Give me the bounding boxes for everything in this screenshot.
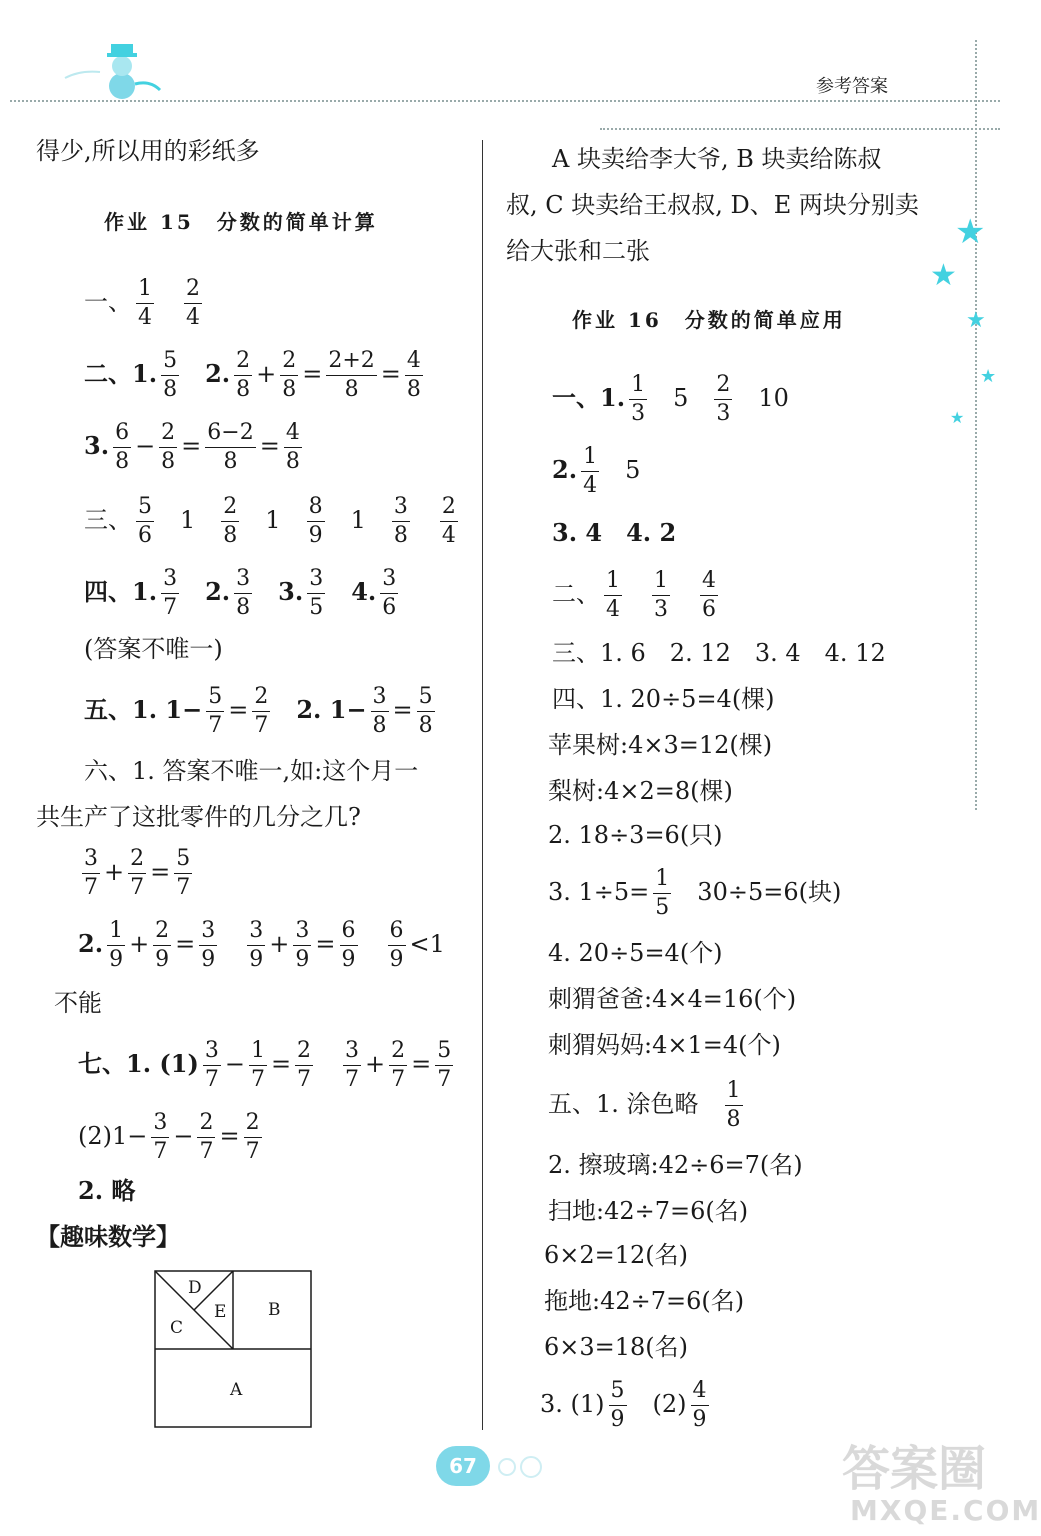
left-s3: 3. $\frac{6}{8}$ − $\frac{2}{8}$ = $\frac{6-2}{8}$ = $\frac{4}{8}$ xyxy=(84,420,300,474)
left-s11: 七、1. (1) $\frac{3}{7}$ − $\frac{1}{7}$ = $\frac{2}{7}$ $\frac{3}{7}$ + $\frac{2}{7}$ = $\frac{5}{7}$ xyxy=(78,1038,452,1092)
left-s9: 2. $\frac{1}{9}$ + $\frac{2}{9}$ = $\frac{3}{9}$ $\frac{3}{9}$ + $\frac{3}{9}$ = $\frac{6}{9}$ $\frac{6}{9}$ <1 xyxy=(78,918,445,972)
header-rule xyxy=(10,100,1000,102)
left-s1: 一、 $\frac{1}{4}$ $\frac{2}{4}$ xyxy=(84,276,200,330)
right-a7: 苹果树:4×3=12(棵) xyxy=(548,731,773,759)
right-a19: 6×3=18(名) xyxy=(544,1333,689,1361)
fun-math-diagram xyxy=(154,1270,312,1428)
decor-ring xyxy=(498,1458,516,1476)
star-icon: ★ xyxy=(955,212,986,252)
header-title: 参考答案 xyxy=(816,76,888,97)
diagram-label-d: D xyxy=(188,1278,202,1298)
right-line-1: A 块卖给李大爷, B 块卖给陈叔 xyxy=(552,145,882,173)
left-s7b: 共生产了这批零件的几分之几? xyxy=(36,803,361,831)
watermark-logo: 答案圈 xyxy=(842,1441,987,1497)
header-rule-2 xyxy=(600,128,1000,130)
left-s4: 三、 $\frac{5}{6}$ 1 $\frac{2}{8}$ 1 $\frac{8}{9}$ 1 $\frac{3}{8}$ $\frac{2}{4}$ xyxy=(84,494,456,548)
right-a13: 刺猬妈妈:4×1=4(个) xyxy=(548,1031,781,1059)
column-divider xyxy=(482,140,483,1430)
diagram-label-a: A xyxy=(230,1380,243,1400)
left-s5: 四、1. $\frac{3}{7}$ 2. $\frac{3}{8}$ 3. $\frac{3}{5}$ 4. $\frac{3}{6}$ xyxy=(84,566,397,620)
star-icon: ★ xyxy=(950,408,965,427)
right-margin-rule xyxy=(975,40,977,810)
right-a11: 4. 20÷5=4(个) xyxy=(548,939,723,967)
right-a2: 2. $\frac{1}{4}$ 5 xyxy=(552,444,641,498)
right-a18: 拖地:42÷7=6(名) xyxy=(544,1287,745,1315)
right-a16: 扫地:42÷7=6(名) xyxy=(548,1197,749,1225)
right-a15: 2. 擦玻璃:42÷6=7(名) xyxy=(548,1151,803,1179)
left-s12: (2)1− $\frac{3}{7}$ − $\frac{2}{7}$ = $\frac{2}{7}$ xyxy=(78,1110,260,1164)
decor-ring xyxy=(520,1456,542,1478)
header-logo xyxy=(10,30,170,100)
left-s10: 不能 xyxy=(54,989,102,1017)
snowman-icon xyxy=(10,30,170,100)
star-icon: ★ xyxy=(966,308,986,333)
diagram-label-c: C xyxy=(170,1318,184,1338)
right-a4: 二、 $\frac{1}{4}$ $\frac{1}{3}$ $\frac{4}{6}$ xyxy=(552,568,716,622)
diagram-label-e: E xyxy=(214,1302,227,1322)
right-a3: 3. 4 4. 2 xyxy=(552,518,677,547)
left-s2: 二、1. $\frac{5}{8}$ 2. $\frac{2}{8}$ + $\frac{2}{8}$ = $\frac{2+2}{8}$ = $\frac{4}{8}$ xyxy=(84,348,421,402)
hw15-title: 作业 15 分数的简单计算 xyxy=(104,210,378,234)
hw16-title: 作业 16 分数的简单应用 xyxy=(572,308,846,332)
left-s13: 2. 略 xyxy=(78,1176,136,1205)
watermark-url: MXQE.COM xyxy=(850,1494,1041,1527)
right-line-3: 给大张和二张 xyxy=(506,237,650,265)
right-line-2: 叔, C 块卖给王叔叔, D、E 两块分别卖 xyxy=(506,191,919,219)
right-a20: 3. (1) $\frac{5}{9}$ (2) $\frac{4}{9}$ xyxy=(540,1378,707,1432)
star-icon: ★ xyxy=(930,258,957,293)
left-note: (答案不唯一) xyxy=(84,635,223,663)
right-a17: 6×2=12(名) xyxy=(544,1241,689,1269)
right-a10: 3. 1÷5= $\frac{1}{5}$ 30÷5=6(块) xyxy=(548,866,842,920)
page-number-badge: 67 xyxy=(436,1446,490,1486)
right-a12: 刺猬爸爸:4×4=16(个) xyxy=(548,985,797,1013)
right-a1: 一、1. $\frac{1}{3}$ 5 $\frac{2}{3}$ 10 xyxy=(552,372,789,426)
left-line-1: 得少,所以用的彩纸多 xyxy=(36,137,260,165)
star-icon: ★ xyxy=(980,366,997,387)
right-a8: 梨树:4×2=8(棵) xyxy=(548,777,733,805)
right-a14: 五、1. 涂色略 $\frac{1}{8}$ xyxy=(548,1078,741,1132)
right-a5: 三、1. 6 2. 12 3. 4 4. 12 xyxy=(552,639,886,667)
right-a9: 2. 18÷3=6(只) xyxy=(548,821,723,849)
diagram-label-b: B xyxy=(268,1300,281,1320)
left-s6: 五、1. 1− $\frac{5}{7}$ = $\frac{2}{7}$ 2. 1− $\frac{3}{8}$ = $\frac{5}{8}$ xyxy=(84,684,433,738)
fun-math-title: 【趣味数学】 xyxy=(36,1222,180,1251)
left-s8: $\frac{3}{7}$ + $\frac{2}{7}$ = $\frac{5}{7}$ xyxy=(84,846,191,900)
left-s7a: 六、1. 答案不唯一,如:这个月一 xyxy=(84,757,419,785)
right-a6: 四、1. 20÷5=4(棵) xyxy=(552,685,775,713)
